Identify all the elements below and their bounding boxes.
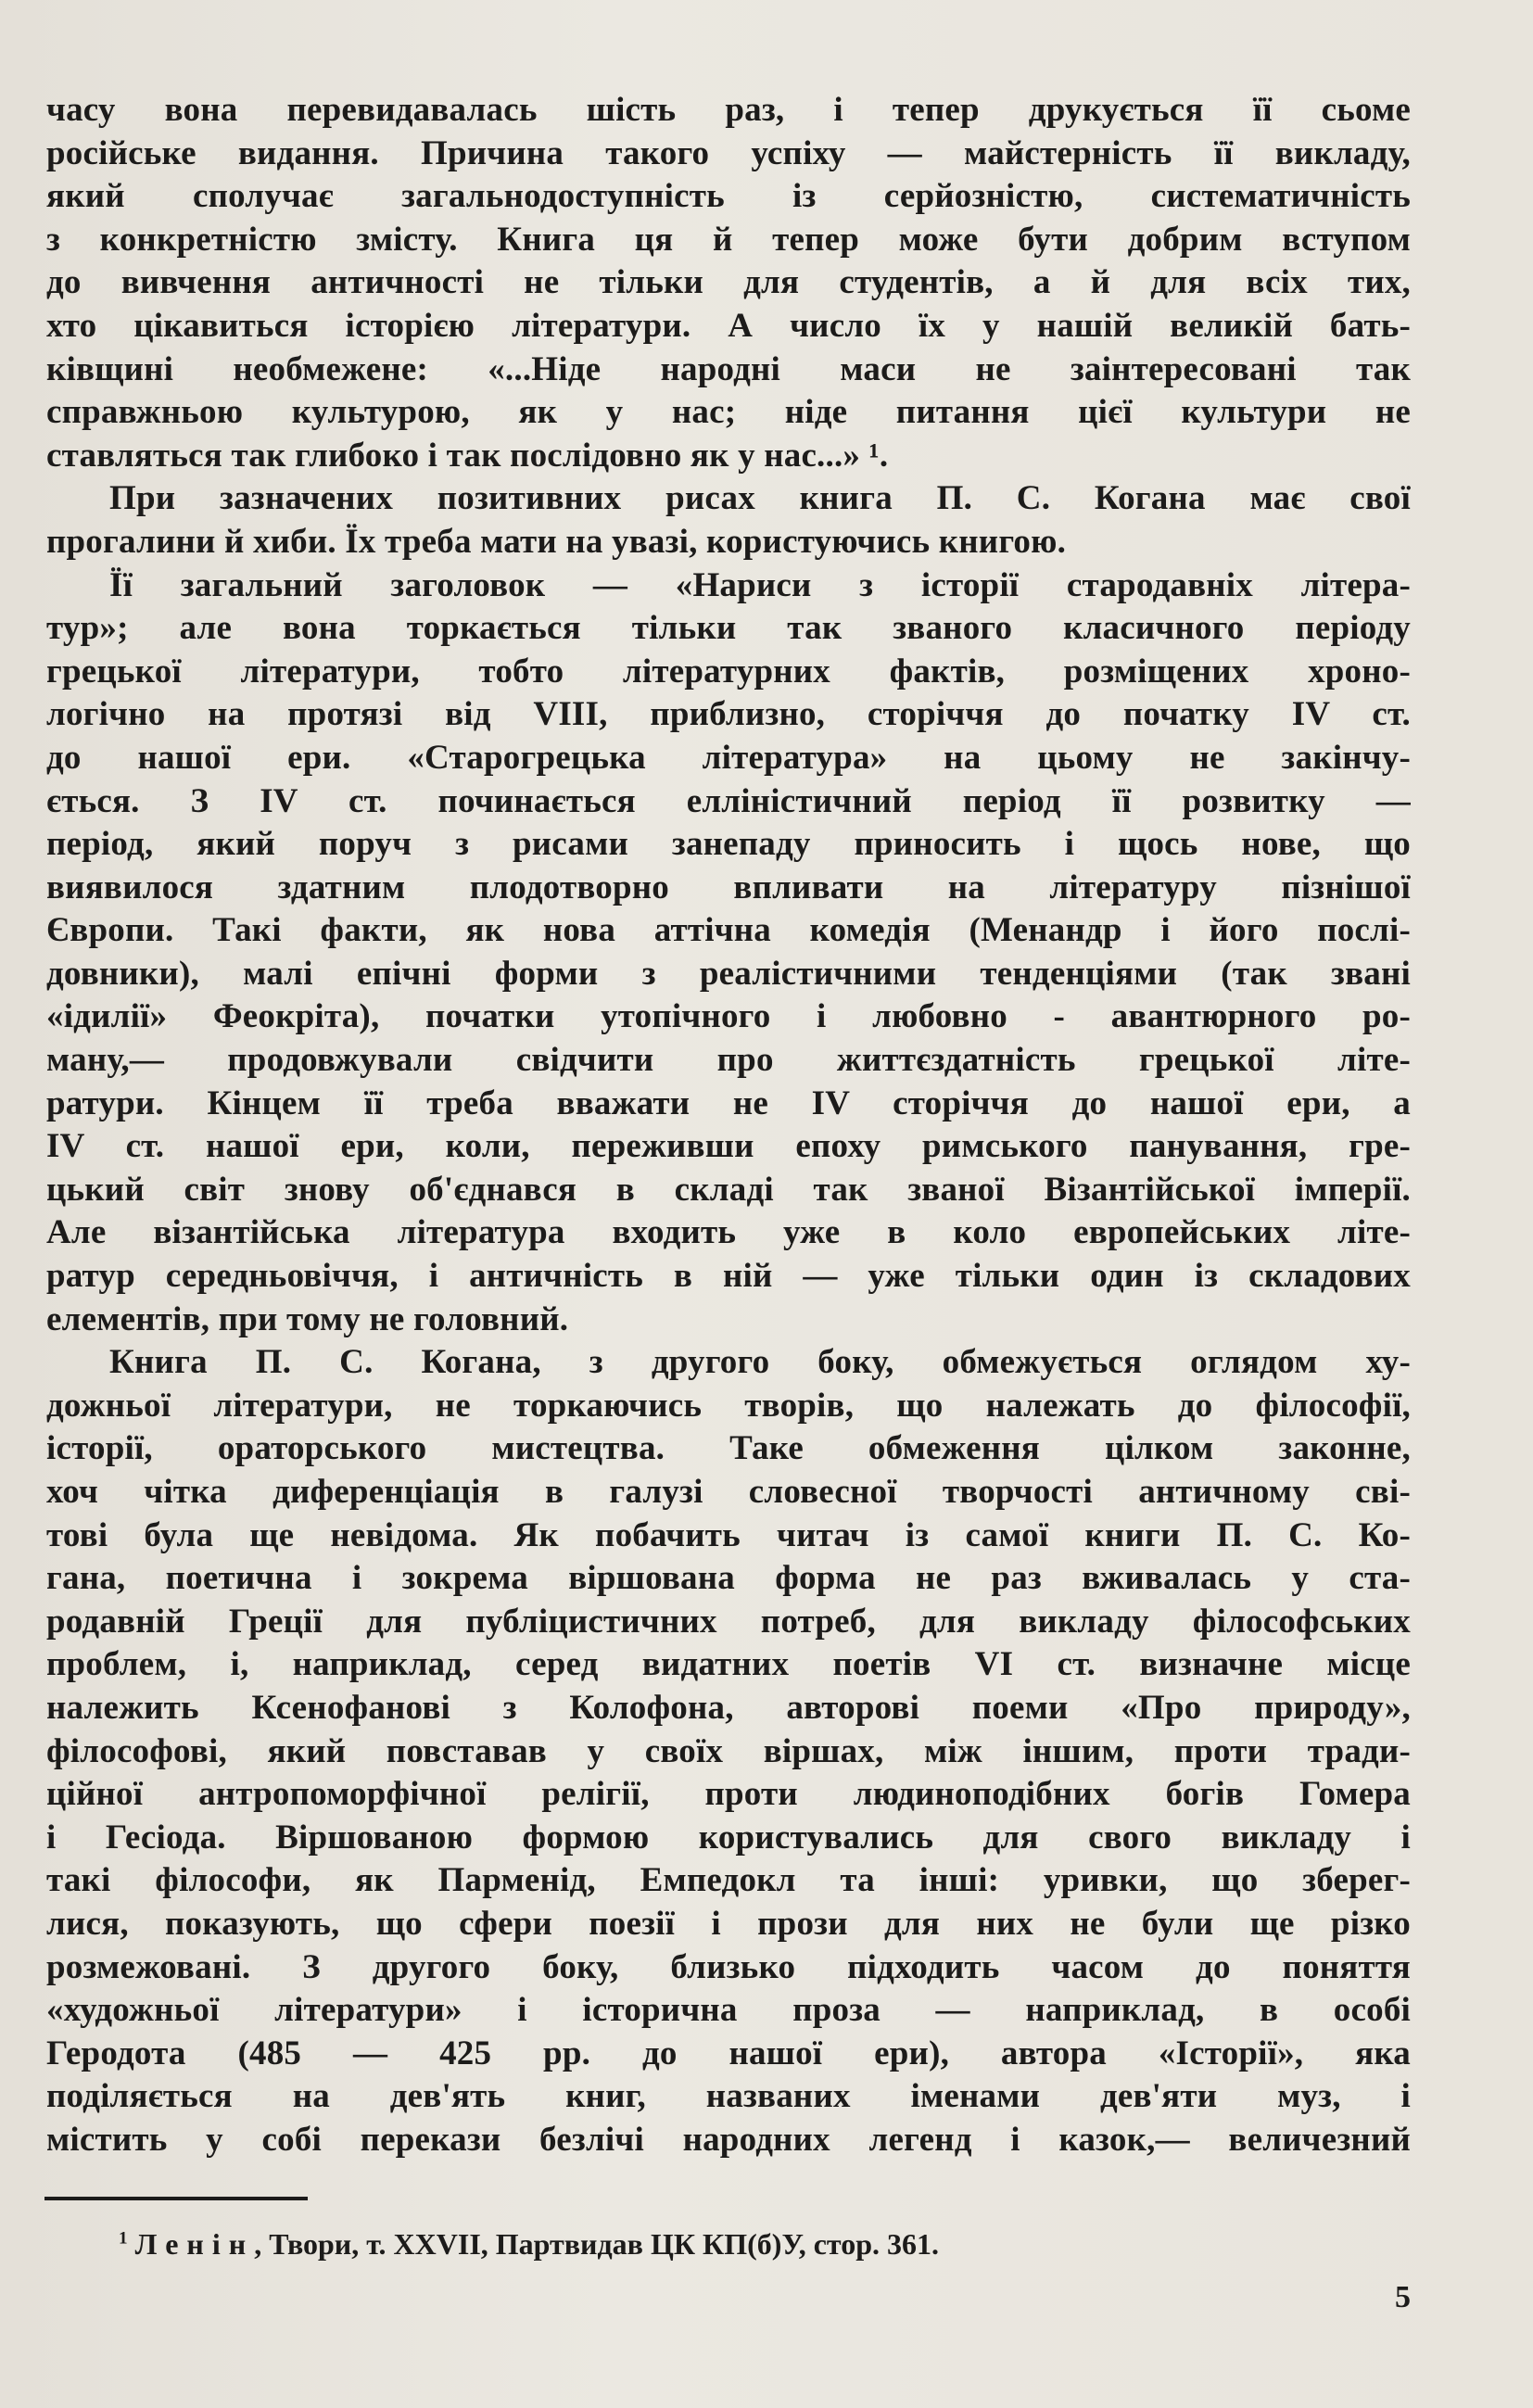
- text-line: російське видання. Причина такого успіху — майстерність її викладу,: [46, 133, 1411, 172]
- text-line: який сполучає загальнодоступність із серйозністю, систематичність: [46, 177, 1411, 216]
- text-line: Геродота (485 — 425 рр. до нашої ери), автора «Історії», яка: [46, 2034, 1411, 2072]
- text-line: ставляться так глибоко і так послідовно як у нас...» ¹.: [46, 436, 889, 475]
- text-line: історії, ораторського мистецтва. Таке обмеження цілком законне,: [46, 1429, 1411, 1468]
- page-number: 5: [1395, 2280, 1411, 2314]
- text-line: довники), малі епічні форми з реалістичними тенденціями (так звані: [46, 954, 1411, 993]
- text-line: родавній Греції для публіцистичних потреб, для викладу філософських: [46, 1602, 1411, 1641]
- text-line: «художньої літератури» і історична проза — наприклад, в особі: [46, 1991, 1411, 2030]
- text-line: виявилося здатним плодотворно впливати на літературу пізнішої: [46, 868, 1411, 906]
- text-line: такі філософи, як Парменід, Емпедокл та інші: уривки, що зберег-: [46, 1861, 1411, 1900]
- text-line: ратур середньовіччя, і античність в ній — уже тільки один із складових: [46, 1257, 1411, 1296]
- text-line: період, який поруч з рисами занепаду приносить і щось нове, що: [46, 825, 1411, 864]
- text-line: грецької літератури, тобто літературних фактів, розміщених хроно-: [46, 652, 1411, 691]
- body-text: [46, 89, 1411, 2162]
- footnote: [119, 2223, 939, 2265]
- text-line: Книга П. С. Когана, з другого боку, обмежується оглядом ху-: [109, 1343, 1411, 1382]
- text-line: філософові, який повставав у своїх віршах, між іншим, проти тради-: [46, 1731, 1411, 1770]
- text-line: тур»; але вона торкається тільки так званого класичного періоду: [46, 609, 1411, 648]
- text-line: «ідилії» Феокріта), початки утопічного і любовно - авантюрного ро-: [46, 997, 1411, 1036]
- text-line: дожньої літератури, не торкаючись творів, що належать до філософії,: [46, 1386, 1411, 1425]
- text-line: тові була ще невідома. Як побачить читач із самої книги П. С. Ко-: [46, 1515, 1411, 1554]
- text-line: містить у собі перекази безлічі народних легенд і казок,— величезний: [46, 2120, 1411, 2159]
- text-line: і Гесіода. Віршованою формою користувались для свого викладу і: [46, 1818, 1411, 1857]
- text-line: ратури. Кінцем її треба вважати не IV сторіччя до нашої ери, а: [46, 1084, 1411, 1122]
- text-line: IV ст. нашої ери, коли, переживши епоху римського панування, гре-: [46, 1127, 1411, 1166]
- text-line: ється. З IV ст. починається елліністичний період її розвитку —: [46, 781, 1411, 820]
- text-line: При зазначених позитивних рисах книга П. С. Когана має свої: [109, 479, 1411, 518]
- text-line: Але візантійська література входить уже в коло европейських літе-: [46, 1213, 1411, 1252]
- text-line: належить Ксенофанові з Колофона, авторові поеми «Про природу»,: [46, 1688, 1411, 1727]
- footnote-separator: [44, 2197, 308, 2200]
- text-line: поділяється на дев'ять книг, названих іменами дев'яти муз, і: [46, 2077, 1411, 2116]
- footnote-citation: , Твори, т. XXVII, Партвидав ЦК КП(б)У, стор. 361.: [254, 2227, 940, 2261]
- footnote-author: Ленін: [134, 2227, 255, 2261]
- text-line: Її загальний заголовок — «Нариси з історії стародавніх літера-: [109, 565, 1411, 604]
- text-line: з конкретністю змісту. Книга ця й тепер може бути добрим вступом: [46, 220, 1411, 259]
- text-line: ківщині необмежене: «...Ніде народні маси не заінтересовані так: [46, 349, 1411, 388]
- text-line: хоч чітка диференціація в галузі словесної творчості античному сві-: [46, 1473, 1411, 1511]
- text-line: розмежовані. З другого боку, близько підходить часом до поняття: [46, 1947, 1411, 1986]
- text-line: цький світ знову об'єднався в складі так званої Візантійської імперії.: [46, 1170, 1411, 1209]
- text-line: до нашої ери. «Старогрецька література» на цьому не закінчу-: [46, 738, 1411, 777]
- text-line: елементів, при тому не головний.: [46, 1299, 569, 1338]
- text-line: ману,— продовжували свідчити про життєздатність грецької літе-: [46, 1041, 1411, 1080]
- text-line: часу вона перевидавалась шість раз, і тепер друкується її сьоме: [46, 91, 1411, 129]
- text-line: справжньою культурою, як у нас; ніде питання цієї культури не: [46, 393, 1411, 432]
- text-line: прогалини й хиби. Їх треба мати на увазі, користуючись книгою.: [46, 522, 1067, 561]
- text-line: проблем, і, наприклад, серед видатних поетів VI ст. визначне місце: [46, 1645, 1411, 1684]
- text-line: лися, показують, що сфери поезії і прози для них не були ще різко: [46, 1904, 1411, 1943]
- footnote-marker: 1: [119, 2228, 128, 2249]
- text-line: гана, поетична і зокрема віршована форма не раз вживалась у ста-: [46, 1559, 1411, 1598]
- text-line: ційної антропоморфічної релігії, проти людиноподібних богів Гомера: [46, 1775, 1411, 1814]
- text-line: логічно на протязі від VIII, приблизно, сторіччя до початку IV ст.: [46, 695, 1411, 734]
- text-line: хто цікавиться історією літератури. А число їх у нашій великій бать-: [46, 306, 1411, 345]
- text-line: Європи. Такі факти, як нова аттічна комедія (Менандр і його послі-: [46, 911, 1411, 950]
- text-line: до вивчення античності не тільки для студентів, а й для всіх тих,: [46, 263, 1411, 302]
